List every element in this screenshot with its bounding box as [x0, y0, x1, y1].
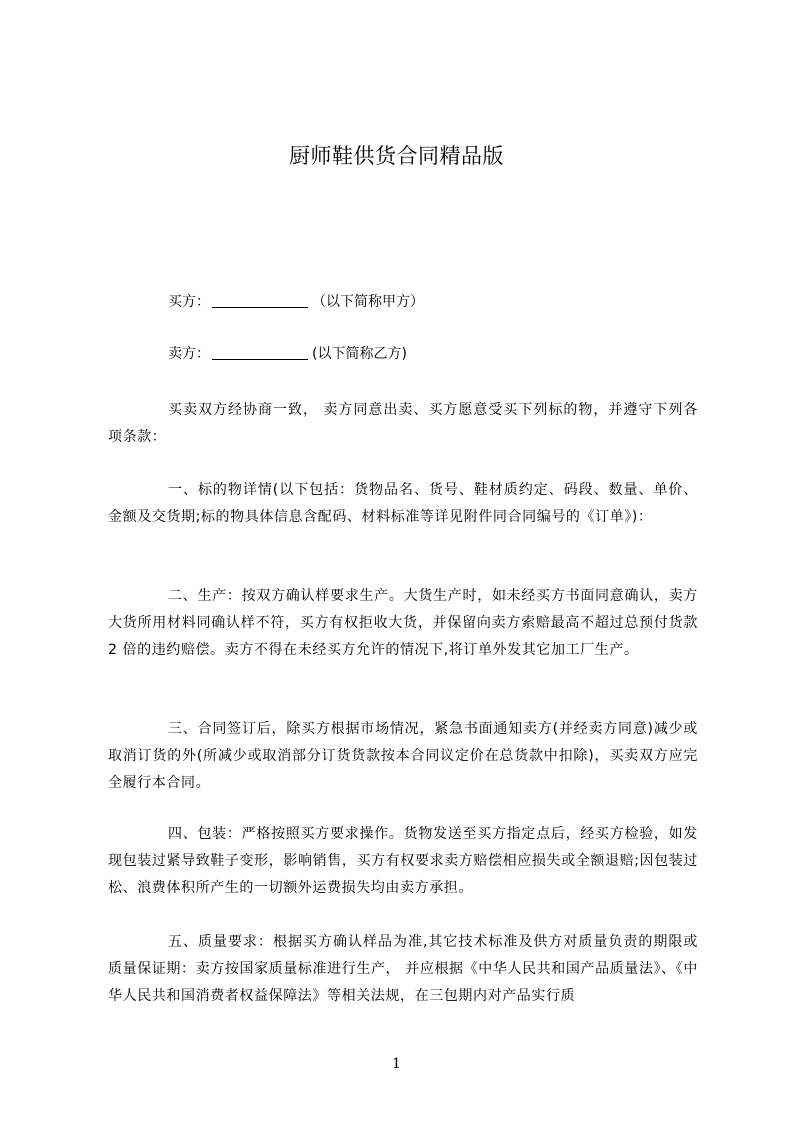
paragraph-clause-4: 四、包装：严格按照买方要求操作。货物发送至买方指定点后，经买方检验，如发现包装过紧导致鞋子变形，影响销售，买方有权要求卖方赔偿相应损失或全额退赔;因包装过松、浪费体积所产生的一切额外运费损失均由卖方承担。 — [108, 826, 698, 896]
paragraph-clause-2: 二、生产：按双方确认样要求生产。大货生产时，如未经买方书面同意确认，卖方大货所用材料同确认样不符，买方有权拒收大货，并保留向卖方索赔最高不超过总预付货款 2 倍的违约赔偿。卖方不得在未经买方允许的情况下,将订单外发其它加工厂生产。 — [108, 588, 698, 658]
document-title: 厨师鞋供货合同精品版 — [289, 144, 504, 168]
paragraph-clause-3: 三、合同签订后，除买方根据市场情况，紧急书面通知卖方(并经卖方同意)减少或取消订货的外(所减少或取消部分订货货款按本合同议定价在总货款中扣除)，买卖双方应完全履行本合同。 — [108, 721, 698, 791]
buyer-label: 买方： — [168, 294, 210, 310]
buyer-blank-field — [212, 293, 308, 308]
paragraph-intro: 买卖双方经协商一致， 卖方同意出卖、买方愿意受买下列标的物，并遵守下列各项条款： — [108, 402, 698, 445]
page-number: 1 — [392, 1056, 401, 1072]
seller-line — [168, 344, 728, 364]
paragraph-clause-5: 五、质量要求：根据买方确认样品为准,其它技术标准及供方对质量负责的期限或质量保证期：卖方按国家质量标准进行生产， 并应根据《中华人民共和国产品质量法》、《中华人民共和国消费者权益保障法》等相关法规，在三包期内对产品实行质 — [108, 934, 698, 1004]
seller-label: 卖方： — [168, 346, 210, 362]
seller-blank-field — [212, 345, 308, 360]
buyer-line — [168, 292, 728, 312]
buyer-note: （以下简称甲方） — [312, 294, 424, 310]
seller-note: (以下简称乙方) — [312, 346, 407, 362]
paragraph-clause-1: 一、标的物详情(以下包括：货物品名、货号、鞋材质约定、码段、数量、单价、金额及交货期;标的物具体信息含配码、材料标准等详见附件同合同编号的《订单》)： — [108, 482, 698, 525]
